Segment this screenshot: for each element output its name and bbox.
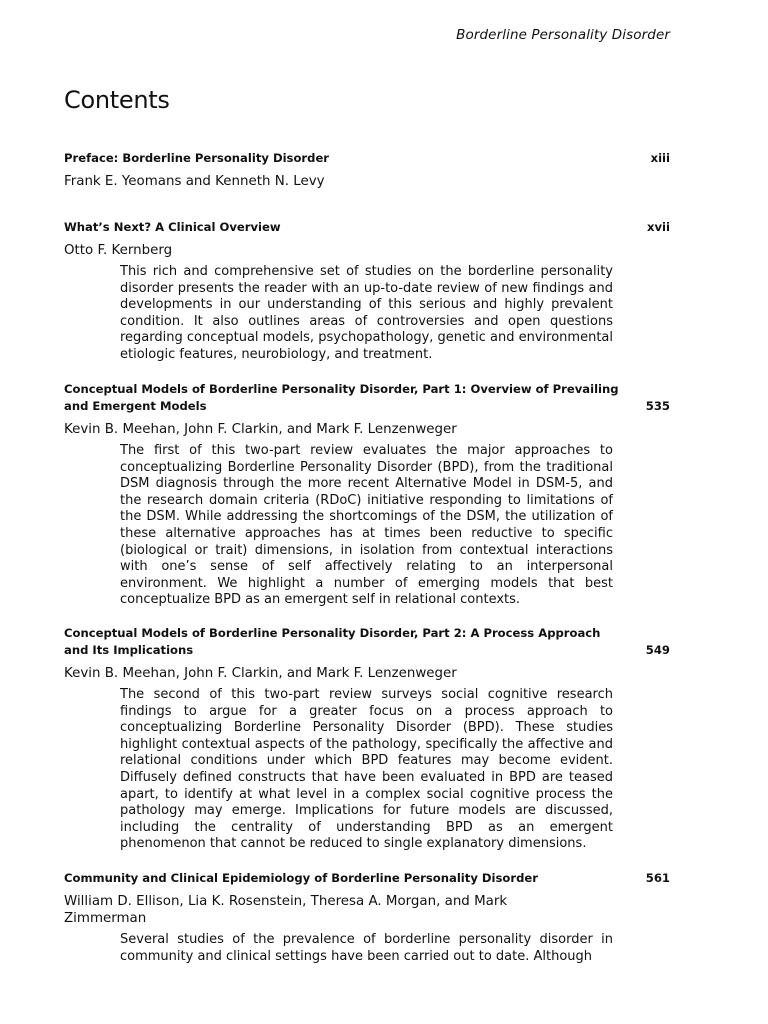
toc-entry-abstract: This rich and comprehensive set of studies on the borderline personality disorder presents the reader with an up-to-date review of new findings and developments in our understanding of this serious and highly prevalent condition. It also outlines areas of controversies and open questions regarding conceptual models, psychopathology, genetic and environmental etiologic features, neurobiology, and treatment. [120, 264, 613, 362]
toc-entry-page-number[interactable]: xvii [647, 220, 670, 234]
toc-entry-heading [64, 381, 670, 415]
toc-entry-abstract: The second of this two-part review surveys social cognitive research findings to argue for a greater focus on a process approach to conceptualizing Borderline Personality Disorder (BPD). These studies highlight contextual aspects of the pathology, specifically the affective and relational conditions under which BPD features may become evident. Diffusely defined constructs that have been evaluated in BPD are teased apart, to identify at what level in a complex social cognitive process the pathology may emerge. Implications for future models are discussed, including the centrality of understanding BPD as an emergent phenomenon that cannot be reduced to single explanatory dimensions. [120, 687, 613, 852]
toc-entry-authors: Kevin B. Meehan, John F. Clarkin, and Mark F. Lenzenweger [64, 666, 457, 681]
toc-entry [64, 870, 670, 965]
running-head: Borderline Personality Disorder [456, 27, 670, 43]
toc-entry [64, 150, 670, 190]
toc-entry [64, 625, 670, 853]
toc-entry-page-number[interactable]: xiii [650, 151, 670, 165]
toc-entry-page-number[interactable]: 549 [645, 643, 670, 657]
toc-entry [64, 219, 670, 364]
toc-entry-heading [64, 625, 670, 659]
toc-entry-title[interactable]: Community and Clinical Epidemiology of Borderline Personality Disorder [64, 871, 538, 885]
toc-entry-heading [64, 870, 670, 887]
toc-entry-authors: Frank E. Yeomans and Kenneth N. Levy [64, 174, 325, 189]
toc-entry-abstract: The first of this two-part review evaluates the major approaches to conceptualizing Borderline Personality Disorder (BPD), from the traditional DSM diagnosis through the more recent Alternative Model in DSM-5, and the research domain criteria (RDoC) initiative responding to limitations of the DSM. While addressing the shortcomings of the DSM, the utilization of these alternative approaches has at times been reductive to specific (biological or trait) dimensions, in isolation from contextual interactions with one’s sense of self affectively relating to an interpersonal environment. We highlight a number of emerging models that best conceptualize BPD as an emergent self in relational contexts. [120, 443, 613, 608]
toc-entry-heading [64, 219, 670, 236]
page-title: Contents [64, 86, 170, 114]
toc-entry [64, 381, 670, 609]
toc-entry-authors: Kevin B. Meehan, John F. Clarkin, and Mark F. Lenzenweger [64, 422, 457, 437]
toc-entry-abstract: Several studies of the prevalence of borderline personality disorder in community and clinical settings have been carried out to date. Although [120, 932, 613, 964]
toc-entry-title[interactable]: Conceptual Models of Borderline Personality Disorder, Part 1: Overview of Prevailing and Emergent Models [64, 382, 619, 413]
toc-entry-title[interactable]: Conceptual Models of Borderline Personality Disorder, Part 2: A Process Approach and Its Implications [64, 626, 601, 657]
toc-entry-authors: William D. Ellison, Lia K. Rosenstein, Theresa A. Morgan, and Mark Zimmerman [64, 894, 508, 926]
toc-entry-authors: Otto F. Kernberg [64, 243, 173, 258]
toc-entry-heading [64, 150, 670, 167]
toc-entry-title[interactable]: Preface: Borderline Personality Disorder [64, 151, 330, 165]
toc-entry-page-number[interactable]: 561 [645, 871, 670, 885]
toc-entry-title[interactable]: What’s Next? A Clinical Overview [64, 220, 281, 234]
toc-entry-page-number[interactable]: 535 [645, 399, 670, 413]
